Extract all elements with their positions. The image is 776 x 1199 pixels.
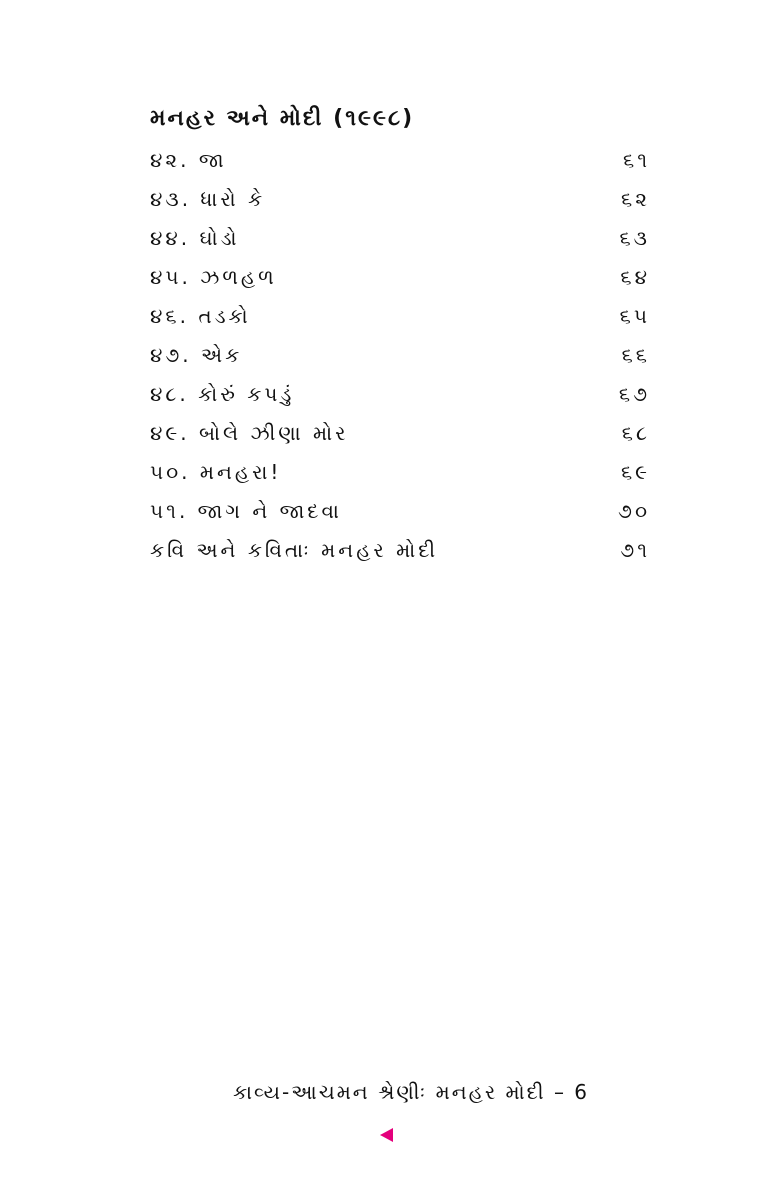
toc-entry[interactable]	[150, 452, 650, 491]
toc-entry-label: ૫૧. જાગ ને જાદવા	[150, 498, 342, 523]
toc-entry-label: ૪૭. એક	[150, 342, 243, 367]
toc-entry-label: ૪૪. ઘોડો	[150, 225, 240, 250]
footer-text: કાવ્ય-આચમન શ્રેણીઃ મનહર મોદી – 6	[232, 1080, 590, 1104]
toc-entry-page: ૬૮	[621, 420, 650, 445]
toc-entry-label: ૪૨. જા	[150, 147, 227, 172]
toc-entry-page: ૬૨	[621, 186, 650, 211]
toc-entry-page: ૭૧	[620, 537, 650, 562]
toc-entry-page: ૬૪	[620, 264, 650, 289]
toc-entry-label: ૪૫. ઝળહળ	[150, 264, 277, 289]
page-footer	[0, 1080, 776, 1104]
toc-entry[interactable]	[150, 530, 650, 569]
toc-entry-label: ૪૮. કોરું કપડું	[150, 381, 295, 406]
table-of-contents	[150, 140, 650, 569]
toc-entry-page: ૬૭	[618, 381, 650, 406]
toc-entry[interactable]	[150, 257, 650, 296]
toc-entry[interactable]	[150, 140, 650, 179]
section-title: મનહર અને મોદી (૧૯૯૮)	[150, 106, 415, 131]
toc-entry[interactable]	[150, 179, 650, 218]
toc-entry[interactable]	[150, 491, 650, 530]
toc-entry-label: ૪૩. ધારો કે	[150, 186, 266, 211]
toc-entry[interactable]	[150, 374, 650, 413]
toc-entry[interactable]	[150, 413, 650, 452]
toc-entry-page: ૬૫	[619, 303, 650, 328]
back-arrow-icon[interactable]	[380, 1128, 393, 1142]
toc-entry-page: ૬૧	[623, 147, 650, 172]
toc-entry-page: ૬૬	[621, 342, 650, 367]
toc-entry[interactable]	[150, 218, 650, 257]
toc-entry-label: ૫૦. મનહરા!	[150, 459, 282, 484]
toc-entry-page: ૬૩	[619, 225, 650, 250]
toc-entry-label: કવિ અને કવિતાઃ મનહર મોદી	[150, 537, 439, 562]
toc-entry-label: ૪૬. તડકો	[150, 303, 251, 328]
toc-entry-page: ૬૯	[620, 459, 650, 484]
toc-entry-page: ૭૦	[618, 498, 650, 523]
toc-entry[interactable]	[150, 296, 650, 335]
toc-entry[interactable]	[150, 335, 650, 374]
toc-entry-label: ૪૯. બોલે ઝીણા મોર	[150, 420, 349, 445]
